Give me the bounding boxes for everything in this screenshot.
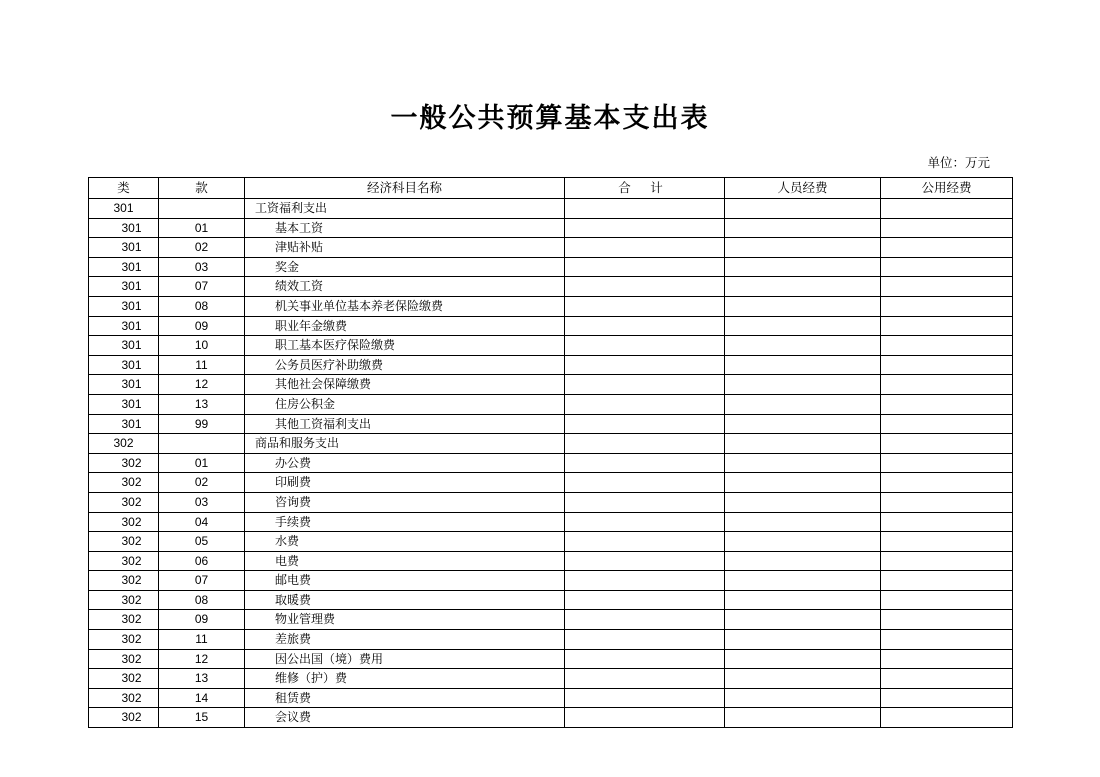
cell-subject-name: 商品和服务支出: [245, 434, 565, 454]
cell-personnel: [725, 708, 881, 728]
cell-subject-name: 基本工资: [245, 218, 565, 238]
cell-kuan: 13: [159, 394, 245, 414]
cell-total: [565, 669, 725, 689]
cell-personnel: [725, 473, 881, 493]
cell-lei: 301: [89, 414, 159, 434]
cell-kuan: [159, 434, 245, 454]
cell-subject-name: 维修（护）费: [245, 669, 565, 689]
table-row: [89, 571, 1013, 591]
column-header-total: 合 计: [565, 178, 725, 199]
cell-subject-name: 其他工资福利支出: [245, 414, 565, 434]
cell-total: [565, 532, 725, 552]
column-header-public: 公用经费: [881, 178, 1013, 199]
cell-personnel: [725, 453, 881, 473]
cell-lei: 301: [89, 316, 159, 336]
cell-kuan: 01: [159, 218, 245, 238]
cell-kuan: [159, 199, 245, 219]
cell-kuan: 12: [159, 375, 245, 395]
cell-public: [881, 492, 1013, 512]
cell-total: [565, 590, 725, 610]
cell-total: [565, 649, 725, 669]
cell-lei: 302: [89, 571, 159, 591]
cell-subject-name: 职工基本医疗保险缴费: [245, 336, 565, 356]
cell-public: [881, 473, 1013, 493]
table-row: [89, 434, 1013, 454]
table-row: [89, 218, 1013, 238]
cell-personnel: [725, 238, 881, 258]
cell-kuan: 07: [159, 277, 245, 297]
cell-kuan: 11: [159, 630, 245, 650]
cell-personnel: [725, 257, 881, 277]
cell-personnel: [725, 199, 881, 219]
table-row: [89, 453, 1013, 473]
cell-total: [565, 571, 725, 591]
cell-subject-name: 机关事业单位基本养老保险缴费: [245, 296, 565, 316]
cell-subject-name: 电费: [245, 551, 565, 571]
cell-lei: 302: [89, 453, 159, 473]
cell-kuan: 09: [159, 610, 245, 630]
cell-subject-name: 绩效工资: [245, 277, 565, 297]
cell-total: [565, 610, 725, 630]
table-row: [89, 708, 1013, 728]
cell-total: [565, 257, 725, 277]
cell-kuan: 02: [159, 238, 245, 258]
cell-personnel: [725, 590, 881, 610]
cell-personnel: [725, 434, 881, 454]
cell-total: [565, 316, 725, 336]
cell-lei: 302: [89, 610, 159, 630]
table-body: [89, 199, 1013, 728]
cell-personnel: [725, 218, 881, 238]
table-row: [89, 277, 1013, 297]
cell-public: [881, 532, 1013, 552]
cell-lei: 302: [89, 708, 159, 728]
cell-lei: 302: [89, 688, 159, 708]
cell-kuan: 03: [159, 492, 245, 512]
cell-kuan: 99: [159, 414, 245, 434]
table-header-row: [89, 178, 1013, 199]
cell-public: [881, 551, 1013, 571]
cell-subject-name: 取暖费: [245, 590, 565, 610]
cell-public: [881, 218, 1013, 238]
cell-total: [565, 394, 725, 414]
column-header-personnel: 人员经费: [725, 178, 881, 199]
cell-personnel: [725, 630, 881, 650]
cell-lei: 301: [89, 296, 159, 316]
cell-subject-name: 工资福利支出: [245, 199, 565, 219]
table-row: [89, 394, 1013, 414]
cell-subject-name: 水费: [245, 532, 565, 552]
cell-public: [881, 688, 1013, 708]
cell-kuan: 09: [159, 316, 245, 336]
cell-public: [881, 630, 1013, 650]
cell-subject-name: 邮电费: [245, 571, 565, 591]
table-row: [89, 532, 1013, 552]
cell-public: [881, 375, 1013, 395]
cell-lei: 301: [89, 336, 159, 356]
cell-lei: 301: [89, 277, 159, 297]
cell-lei: 302: [89, 669, 159, 689]
cell-kuan: 10: [159, 336, 245, 356]
cell-total: [565, 336, 725, 356]
cell-total: [565, 238, 725, 258]
cell-personnel: [725, 669, 881, 689]
table-row: [89, 316, 1013, 336]
cell-total: [565, 218, 725, 238]
cell-kuan: 15: [159, 708, 245, 728]
cell-total: [565, 296, 725, 316]
cell-personnel: [725, 688, 881, 708]
cell-public: [881, 277, 1013, 297]
cell-personnel: [725, 414, 881, 434]
cell-public: [881, 355, 1013, 375]
cell-public: [881, 708, 1013, 728]
cell-lei: 301: [89, 199, 159, 219]
cell-lei: 302: [89, 590, 159, 610]
cell-public: [881, 669, 1013, 689]
cell-personnel: [725, 355, 881, 375]
cell-lei: 302: [89, 649, 159, 669]
cell-lei: 301: [89, 238, 159, 258]
cell-subject-name: 其他社会保障缴费: [245, 375, 565, 395]
column-header-name: 经济科目名称: [245, 178, 565, 199]
cell-kuan: 11: [159, 355, 245, 375]
cell-subject-name: 因公出国（境）费用: [245, 649, 565, 669]
table-row: [89, 590, 1013, 610]
cell-public: [881, 394, 1013, 414]
cell-subject-name: 印刷费: [245, 473, 565, 493]
table-row: [89, 199, 1013, 219]
cell-total: [565, 551, 725, 571]
column-header-lei: 类: [89, 178, 159, 199]
cell-subject-name: 职业年金缴费: [245, 316, 565, 336]
cell-total: [565, 375, 725, 395]
cell-kuan: 01: [159, 453, 245, 473]
table-row: [89, 473, 1013, 493]
unit-note: 单位：万元: [927, 156, 990, 170]
table-container: [0, 171, 1100, 728]
cell-personnel: [725, 375, 881, 395]
table-row: [89, 610, 1013, 630]
cell-kuan: 06: [159, 551, 245, 571]
cell-public: [881, 238, 1013, 258]
column-header-kuan: 款: [159, 178, 245, 199]
cell-personnel: [725, 532, 881, 552]
cell-public: [881, 296, 1013, 316]
cell-kuan: 08: [159, 590, 245, 610]
cell-lei: 301: [89, 375, 159, 395]
cell-subject-name: 办公费: [245, 453, 565, 473]
cell-personnel: [725, 551, 881, 571]
cell-lei: 302: [89, 492, 159, 512]
cell-total: [565, 453, 725, 473]
cell-personnel: [725, 394, 881, 414]
cell-subject-name: 物业管理费: [245, 610, 565, 630]
cell-total: [565, 277, 725, 297]
cell-personnel: [725, 610, 881, 630]
cell-subject-name: 津贴补贴: [245, 238, 565, 258]
cell-public: [881, 571, 1013, 591]
cell-total: [565, 708, 725, 728]
cell-kuan: 03: [159, 257, 245, 277]
cell-lei: 302: [89, 473, 159, 493]
cell-lei: 301: [89, 218, 159, 238]
cell-personnel: [725, 316, 881, 336]
table-row: [89, 649, 1013, 669]
cell-public: [881, 590, 1013, 610]
cell-public: [881, 649, 1013, 669]
page-title: 一般公共预算基本支出表: [390, 103, 710, 133]
cell-total: [565, 414, 725, 434]
cell-public: [881, 336, 1013, 356]
cell-personnel: [725, 277, 881, 297]
cell-subject-name: 公务员医疗补助缴费: [245, 355, 565, 375]
cell-subject-name: 住房公积金: [245, 394, 565, 414]
cell-personnel: [725, 296, 881, 316]
table-row: [89, 414, 1013, 434]
table-header: [89, 178, 1013, 199]
cell-total: [565, 630, 725, 650]
cell-total: [565, 473, 725, 493]
cell-public: [881, 414, 1013, 434]
table-row: [89, 688, 1013, 708]
cell-kuan: 07: [159, 571, 245, 591]
table-row: [89, 669, 1013, 689]
cell-public: [881, 434, 1013, 454]
cell-public: [881, 316, 1013, 336]
cell-lei: 301: [89, 394, 159, 414]
cell-public: [881, 257, 1013, 277]
cell-personnel: [725, 649, 881, 669]
table-row: [89, 630, 1013, 650]
cell-subject-name: 奖金: [245, 257, 565, 277]
cell-lei: 302: [89, 532, 159, 552]
cell-subject-name: 租赁费: [245, 688, 565, 708]
cell-kuan: 08: [159, 296, 245, 316]
cell-public: [881, 512, 1013, 532]
cell-personnel: [725, 571, 881, 591]
budget-expenditure-table: [88, 177, 1013, 728]
cell-subject-name: 咨询费: [245, 492, 565, 512]
cell-personnel: [725, 492, 881, 512]
table-row: [89, 375, 1013, 395]
cell-lei: 302: [89, 630, 159, 650]
cell-kuan: 14: [159, 688, 245, 708]
table-row: [89, 296, 1013, 316]
cell-lei: 301: [89, 355, 159, 375]
cell-lei: 302: [89, 512, 159, 532]
cell-public: [881, 610, 1013, 630]
cell-subject-name: 会议费: [245, 708, 565, 728]
cell-public: [881, 453, 1013, 473]
cell-total: [565, 492, 725, 512]
cell-kuan: 12: [159, 649, 245, 669]
cell-lei: 301: [89, 257, 159, 277]
cell-lei: 302: [89, 551, 159, 571]
cell-total: [565, 355, 725, 375]
cell-kuan: 04: [159, 512, 245, 532]
cell-personnel: [725, 512, 881, 532]
cell-total: [565, 512, 725, 532]
cell-public: [881, 199, 1013, 219]
table-row: [89, 551, 1013, 571]
table-row: [89, 355, 1013, 375]
table-row: [89, 512, 1013, 532]
cell-total: [565, 199, 725, 219]
cell-kuan: 13: [159, 669, 245, 689]
cell-kuan: 02: [159, 473, 245, 493]
cell-total: [565, 434, 725, 454]
cell-personnel: [725, 336, 881, 356]
cell-lei: 302: [89, 434, 159, 454]
table-row: [89, 492, 1013, 512]
cell-subject-name: 手续费: [245, 512, 565, 532]
table-row: [89, 257, 1013, 277]
cell-kuan: 05: [159, 532, 245, 552]
table-row: [89, 336, 1013, 356]
cell-total: [565, 688, 725, 708]
table-row: [89, 238, 1013, 258]
cell-subject-name: 差旅费: [245, 630, 565, 650]
